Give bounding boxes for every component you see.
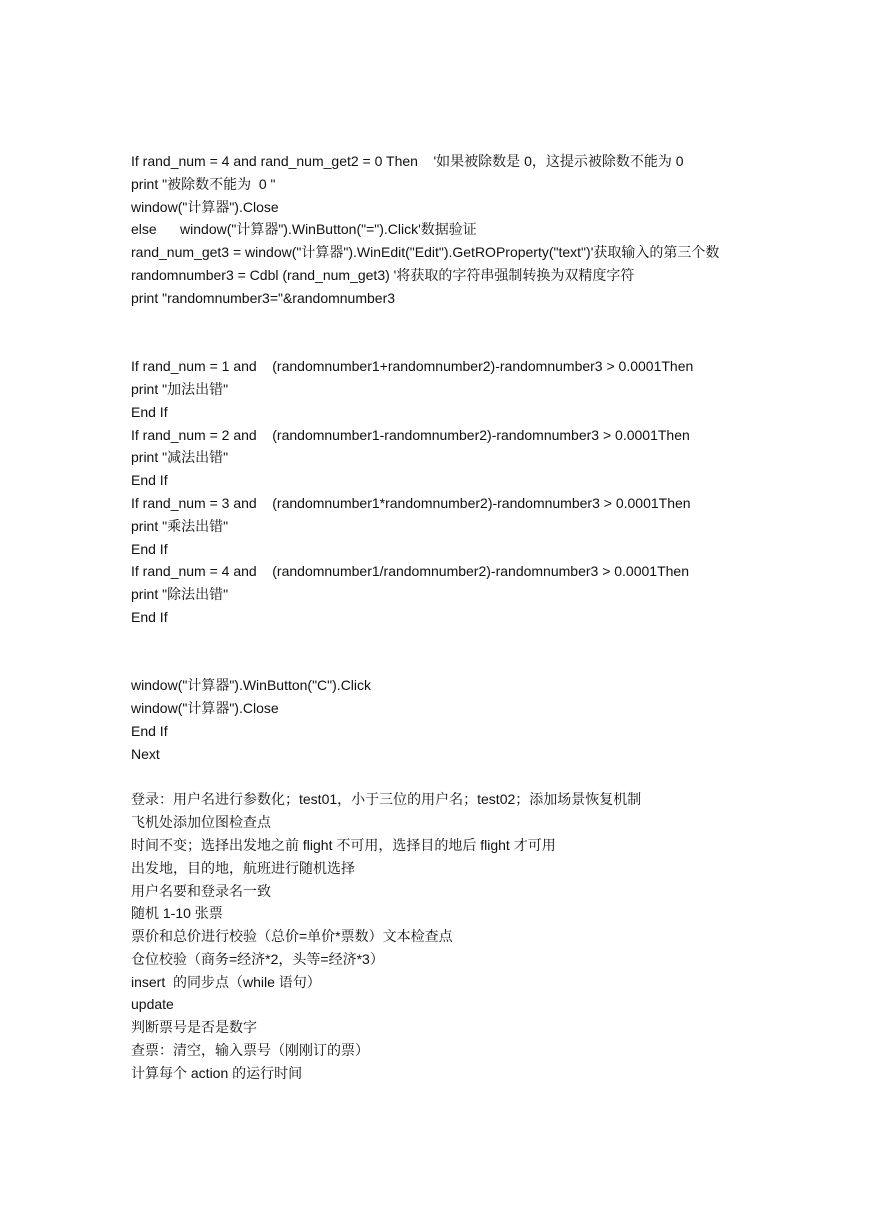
note-line: 计算每个 action 的运行时间 (131, 1064, 303, 1081)
code-line: print "randomnumber3="&randomnumber3 (131, 289, 396, 306)
note-line: 时间不变；选择出发地之前 flight 不可用，选择目的地后 flight 才可用 (131, 836, 556, 853)
blank-line (131, 629, 746, 652)
code-line: Next (131, 745, 160, 762)
blank-line (131, 310, 746, 333)
code-block-division-check (131, 150, 746, 310)
code-line: print "减法出错" (131, 449, 229, 466)
test-notes (131, 788, 746, 1084)
code-line: print "除法出错" (131, 586, 229, 603)
note-line: 票价和总价进行校验（总价=单价*票数）文本检查点 (131, 928, 453, 945)
code-line: rand_num_get3 = window("计算器").WinEdit("Edit").GetROProperty("text")'获取输入的第三个数 (131, 244, 720, 261)
code-line: End If (131, 608, 168, 625)
code-line: If rand_num = 3 and (randomnumber1*randomnumber2)-randomnumber3 > 0.0001Then (131, 494, 691, 511)
note-line: 出发地，目的地，航班进行随机选择 (131, 859, 355, 876)
blank-line (131, 652, 746, 675)
code-line: window("计算器").Close (131, 198, 279, 215)
note-line: 判断票号是否是数字 (131, 1019, 257, 1036)
code-line: print "被除数不能为 0 " (131, 175, 276, 192)
code-line: else window("计算器").WinButton("=").Click'数据验证 (131, 221, 477, 238)
note-line: insert 的同步点（while 语句） (131, 973, 321, 990)
blank-line (131, 766, 746, 789)
blank-line (131, 332, 746, 355)
code-block-cleanup (131, 674, 746, 765)
code-line: End If (131, 540, 168, 557)
code-line: End If (131, 722, 168, 739)
note-line: 随机 1-10 张票 (131, 905, 223, 922)
code-line: window("计算器").WinButton("C").Click (131, 677, 372, 694)
code-block-result-check (131, 355, 746, 629)
code-line: print "乘法出错" (131, 517, 229, 534)
note-line: 仓位校验（商务=经济*2，头等=经济*3） (131, 950, 384, 967)
code-line: End If (131, 472, 168, 489)
note-line: 飞机处添加位图检查点 (131, 814, 271, 831)
note-line: 登录：用户名进行参数化；test01，小于三位的用户名；test02；添加场景恢复机制 (131, 791, 642, 808)
code-line: If rand_num = 4 and (randomnumber1/randomnumber2)-randomnumber3 > 0.0001Then (131, 563, 689, 580)
document-body (131, 150, 746, 1085)
code-line: If rand_num = 2 and (randomnumber1-randomnumber2)-randomnumber3 > 0.0001Then (131, 426, 690, 443)
code-line: If rand_num = 1 and (randomnumber1+randomnumber2)-randomnumber3 > 0.0001Then (131, 358, 694, 375)
code-line: End If (131, 403, 168, 420)
code-line: print "加法出错" (131, 380, 229, 397)
note-line: 用户名要和登录名一致 (131, 882, 271, 899)
code-line: window("计算器").Close (131, 700, 279, 717)
code-line: If rand_num = 4 and rand_num_get2 = 0 Then '如果被除数是 0，这提示被除数不能为 0 (131, 153, 684, 169)
note-line: update (131, 996, 174, 1013)
code-line: randomnumber3 = Cdbl (rand_num_get3) '将获取的字符串强制转换为双精度字符 (131, 266, 635, 283)
note-line: 查票：清空，输入票号（刚刚订的票） (131, 1042, 369, 1059)
